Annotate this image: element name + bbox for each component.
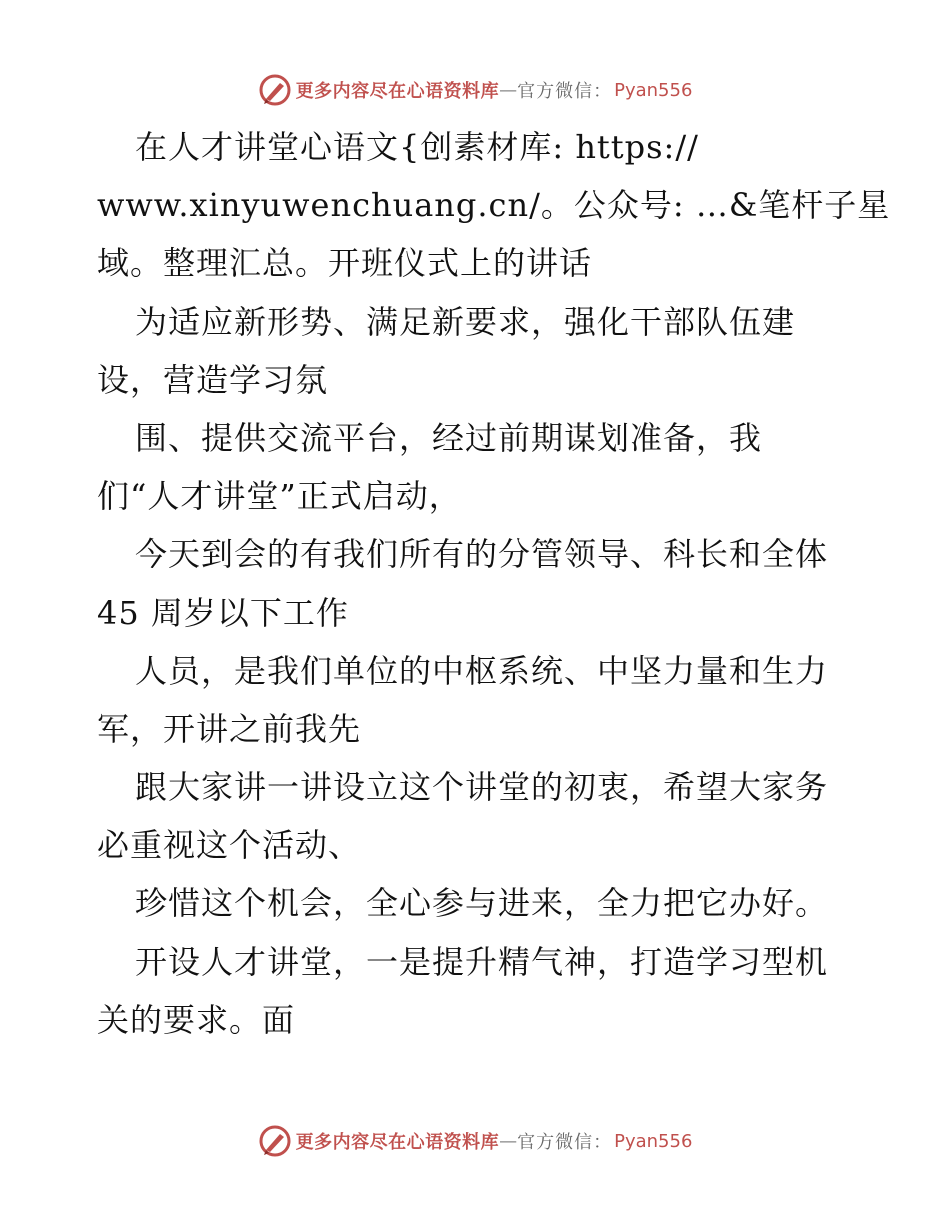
body-line: 今天到会的有我们所有的分管领导、科长和全体 — [135, 535, 829, 574]
banner-wechat-label: 官方微信： — [517, 81, 613, 102]
banner-lead-text: 更多内容尽在心语资料库 — [295, 1132, 500, 1153]
footer-banner — [0, 1121, 950, 1161]
body-line: 45 周岁以下工作 — [97, 593, 349, 632]
body-line: 关的要求。面 — [97, 1000, 296, 1039]
banner-wechat-id: Pyan556 — [614, 79, 693, 101]
body-line: 跟大家讲一讲设立这个讲堂的初衷，希望大家务 — [135, 768, 829, 807]
banner-dash: — — [499, 79, 518, 101]
body-line: 珍惜这个机会，全心参与进来，全力把它办好。 — [135, 884, 829, 923]
banner-dash: — — [499, 1130, 518, 1152]
body-line: 必重视这个活动、 — [97, 826, 362, 865]
body-line: 人员，是我们单位的中枢系统、中坚力量和生力 — [135, 651, 829, 690]
banner-wechat-label: 官方微信： — [517, 1132, 613, 1153]
body-line: 们“人才讲堂”正式启动， — [97, 477, 462, 516]
body-line: 开设人才讲堂，一是提升精气神，打造学习型机 — [135, 942, 829, 981]
document-body — [97, 118, 891, 1049]
body-line: 域。整理汇总。开班仪式上的讲话 — [97, 244, 593, 283]
pen-logo-icon — [258, 73, 292, 107]
body-line: 设，营造学习氛 — [97, 360, 329, 399]
body-line: 围、提供交流平台，经过前期谋划准备，我 — [135, 418, 763, 457]
banner-wechat-id: Pyan556 — [614, 1130, 693, 1152]
header-banner — [0, 70, 950, 110]
body-line: www.xinyuwenchuang.cn/。公众号: …&笔杆子星 — [97, 186, 891, 225]
body-line: 为适应新形势、满足新要求，强化干部队伍建 — [135, 302, 796, 341]
body-line: 军，开讲之前我先 — [97, 709, 362, 748]
banner-lead-text: 更多内容尽在心语资料库 — [295, 81, 500, 102]
body-line: 在人才讲堂心语文{创素材库: https:// — [135, 128, 699, 166]
pen-logo-icon — [258, 1124, 292, 1158]
